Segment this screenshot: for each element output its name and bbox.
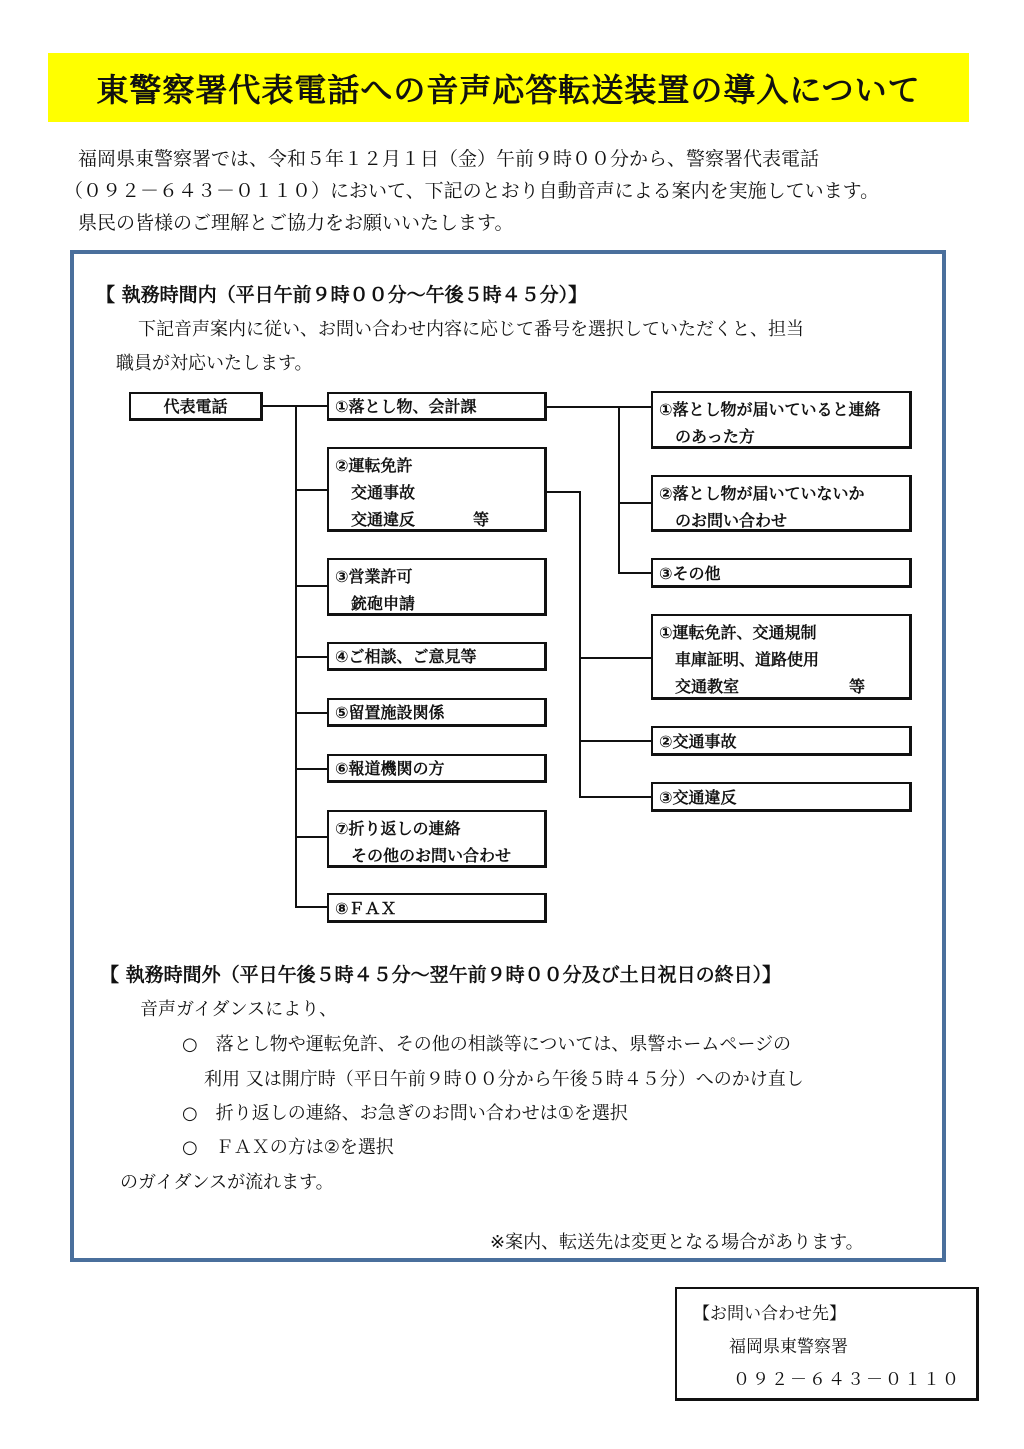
option-1-label: ①落とし物、会計課 <box>335 397 477 416</box>
in-hours-heading: 【 執務時間内（平日午前９時００分～午後５時４５分）】 <box>96 284 588 306</box>
lost-item-2-box <box>651 475 912 532</box>
out-hours-item-1-cont: 利用 又は開庁時（平日午前９時００分から午後５時４５分）へのかけ直し <box>204 1069 804 1090</box>
option-2-sub-1: 交通事故 <box>351 483 416 502</box>
out-hours-item-1: ○ 落とし物や運転免許、その他の相談等については、県警ホームページの <box>182 1034 791 1055</box>
option-6-box <box>327 754 547 783</box>
lost-item-3-label: ③その他 <box>659 564 721 583</box>
option-2-sub-2: 交通違反 <box>351 510 416 529</box>
traffic-2-box <box>651 726 912 756</box>
out-hours-item-2: ○ 折り返しの連絡、お急ぎのお問い合わせは①を選択 <box>182 1103 628 1124</box>
contact-phone: ０９２－６４３－０１１０ <box>733 1370 961 1390</box>
contact-box <box>675 1287 979 1401</box>
option-4-label: ④ご相談、ご意見等 <box>335 647 477 666</box>
root-box-main-phone <box>129 392 263 421</box>
traffic-1-sub-2-line <box>659 673 909 700</box>
lost-item-1-box <box>651 391 912 449</box>
intro-line-2: （０９２－６４３－０１１０）において、下記のとおり自動音声による案内を実施しています。 <box>64 180 880 202</box>
option-5-box <box>327 698 547 727</box>
root-label: 代表電話 <box>163 397 228 416</box>
traffic-3-box <box>651 782 912 812</box>
traffic-1-etc: 等 <box>849 677 866 696</box>
contact-name: 福岡県東警察署 <box>729 1337 848 1357</box>
in-hours-desc-1: 下記音声案内に従い、お問い合わせ内容に応じて番号を選択していただくと、担当 <box>138 319 804 340</box>
option-2-box <box>327 447 547 532</box>
out-hours-tail: のガイダンスが流れます。 <box>120 1172 334 1193</box>
option-2-sub-2-line <box>335 506 544 533</box>
option-6-label: ⑥報道機関の方 <box>335 759 445 778</box>
traffic-1-sub-2: 交通教室 <box>675 677 740 696</box>
option-3-box <box>327 558 547 616</box>
title-banner <box>48 53 969 122</box>
traffic-1-title: ①運転免許、交通規制 <box>659 623 817 642</box>
in-hours-desc-2: 職員が対応いたします。 <box>116 353 313 374</box>
out-hours-item-3: ○ ＦＡＸの方は②を選択 <box>182 1137 394 1158</box>
out-hours-lead: 音声ガイダンスにより、 <box>140 999 338 1020</box>
option-3-sub: 銃砲申請 <box>351 594 416 613</box>
option-2-title: ②運転免許 <box>335 456 413 475</box>
lost-item-3-box <box>651 558 912 588</box>
option-3-title: ③営業許可 <box>335 567 413 586</box>
option-7-box <box>327 810 547 868</box>
contact-label: 【お問い合わせ先】 <box>693 1304 846 1324</box>
out-hours-heading: 【 執務時間外（平日午後５時４５分～翌午前９時００分及び土日祝日の終日）】 <box>100 964 782 986</box>
option-1-box <box>327 392 547 421</box>
option-2-etc: 等 <box>473 510 490 529</box>
traffic-3-label: ③交通違反 <box>659 788 737 807</box>
traffic-2-label: ②交通事故 <box>659 732 737 751</box>
option-4-box <box>327 642 547 671</box>
lost-item-1-sub: のあった方 <box>675 427 755 446</box>
page-title: 東警察署代表電話への音声応答転送装置の導入について <box>96 70 921 109</box>
lost-item-1-title: ①落とし物が届いていると連絡 <box>659 400 881 419</box>
change-note: ※案内、転送先は変更となる場合があります。 <box>490 1232 864 1253</box>
option-8-label: ⑧ＦＡＸ <box>335 899 397 918</box>
lost-item-2-title: ②落とし物が届いていないか <box>659 484 865 503</box>
intro-line-1: 福岡県東警察署では、令和５年１２月１日（金）午前９時００分から、警察署代表電話 <box>78 148 820 170</box>
intro-line-3: 県民の皆様のご理解とご協力をお願いいたします。 <box>78 212 514 234</box>
option-5-label: ⑤留置施設関係 <box>335 703 445 722</box>
traffic-1-sub-1: 車庫証明、道路使用 <box>675 650 820 669</box>
lost-item-2-sub: のお問い合わせ <box>675 511 788 530</box>
option-7-title: ⑦折り返しの連絡 <box>335 819 461 838</box>
traffic-1-box <box>651 614 912 700</box>
option-7-sub: その他のお問い合わせ <box>351 846 512 865</box>
option-8-box <box>327 893 547 923</box>
